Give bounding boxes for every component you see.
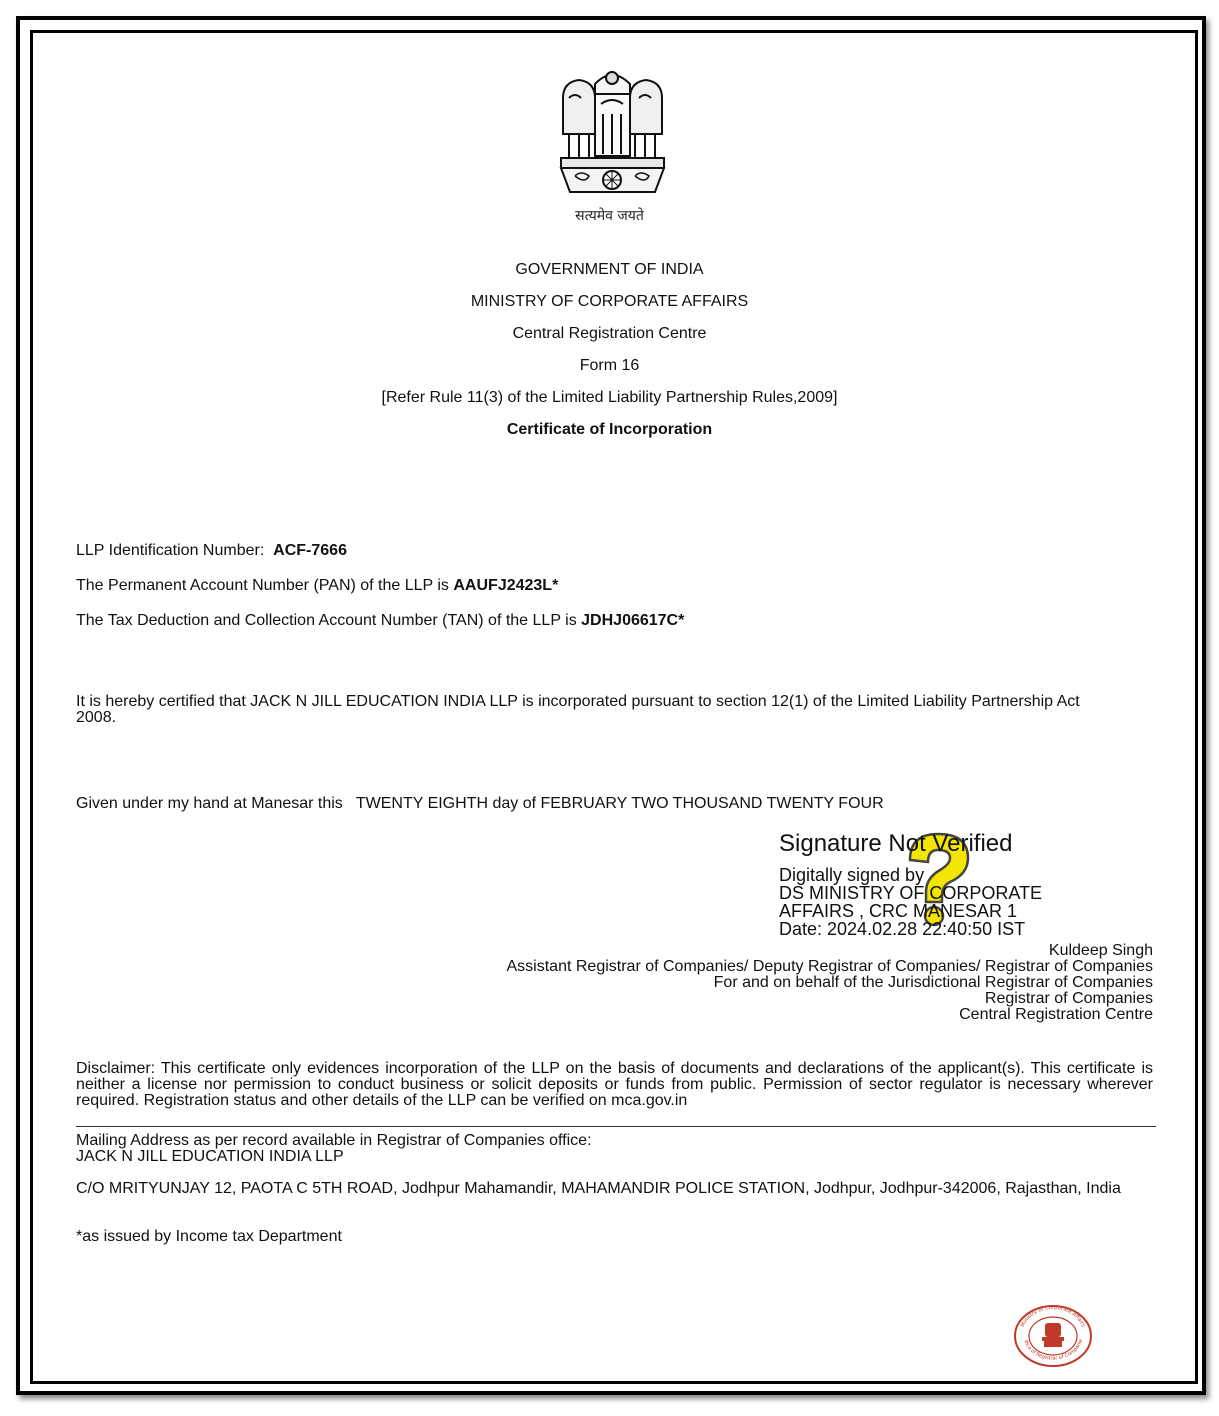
ministry-seal-icon [1012,1303,1094,1369]
mailing-address: C/O MRITYUNJAY 12, PAOTA C 5TH ROAD, Jodhpur Mahamandir, MAHAMANDIR POLICE STATION, Jodhpur, Jodhpur-342006, Rajasthan, India [76,1180,1121,1197]
signature-line-3: AFFAIRS , CRC MANESAR 1 [779,901,1018,921]
seal-text-top: Ministry of Corporate Affairs [1019,1304,1087,1329]
national-emblem-icon [555,64,670,199]
pan-label: The Permanent Account Number (PAN) of the LLP is [76,577,449,594]
given-prefix: Given under my hand at Manesar this [76,795,343,812]
header-centre: Central Registration Centre [512,325,707,342]
registrar-centre: Central Registration Centre [959,1006,1153,1023]
mailing-name: JACK N JILL EDUCATION INDIA LLP [76,1148,344,1165]
signature-line-2: DS MINISTRY OF CORPORATE [779,883,1043,903]
pan-row [76,577,558,595]
header-ministry: MINISTRY OF CORPORATE AFFAIRS [470,293,749,310]
registrar-behalf: For and on behalf of the Jurisdictional Registrar of Companies [713,974,1153,991]
llpin-row [76,542,347,560]
header-rule: [Refer Rule 11(3) of the Limited Liability Partnership Rules,2009] [381,389,838,406]
footnote: *as issued by Income tax Department [76,1228,342,1245]
given-date: TWENTY EIGHTH day of FEBRUARY TWO THOUSAND TWENTY FOUR [355,795,884,812]
llpin-label: LLP Identification Number: [76,542,265,559]
header-form: Form 16 [579,357,640,374]
registrar-office: Registrar of Companies [984,990,1153,1007]
given-line [76,795,884,813]
mailing-heading: Mailing Address as per record available in Registrar of Companies office: [76,1132,592,1149]
llpin-value: ACF-7666 [273,542,347,559]
certification-text: It is hereby certified that JACK N JILL EDUCATION INDIA LLP is incorporated pursuant to section 12(1) of the Limited Liability Partnership Act 2008. [76,693,1080,726]
registrar-name: Kuldeep Singh [1048,942,1153,959]
tan-row [76,612,684,630]
pan-value: AAUFJ2423L* [453,577,559,594]
signature-status: Signature Not Verified [779,830,1013,857]
divider [76,1126,1156,1127]
page-title: Certificate of Incorporation [506,421,713,438]
signature-details [779,866,1042,938]
emblem-motto: सत्यमेव जयते [575,208,644,224]
tan-value: JDHJ06617C* [581,612,685,629]
registrar-designation: Assistant Registrar of Companies/ Deputy Registrar of Companies/ Registrar of Companies [506,958,1153,975]
header-government: GOVERNMENT OF INDIA [515,261,704,278]
seal-text-bottom: Office of Registrar of Companie [1021,1338,1085,1362]
tan-label: The Tax Deduction and Collection Account Number (TAN) of the LLP is [76,612,577,629]
signature-line-1: Digitally signed by [779,865,925,885]
signature-date: Date: 2024.02.28 22:40:50 IST [779,919,1026,939]
disclaimer-text: Disclaimer: This certificate only evidences incorporation of the LLP on the basis of documents and declarations of the applicant(s). This certificate is neither a license nor permission to conduct business or solicit deposits or funds from public. Permission of sector regulator is necessary wherever required. Registration status and other details of the LLP can be verified on mca.gov.in [76,1060,1153,1109]
